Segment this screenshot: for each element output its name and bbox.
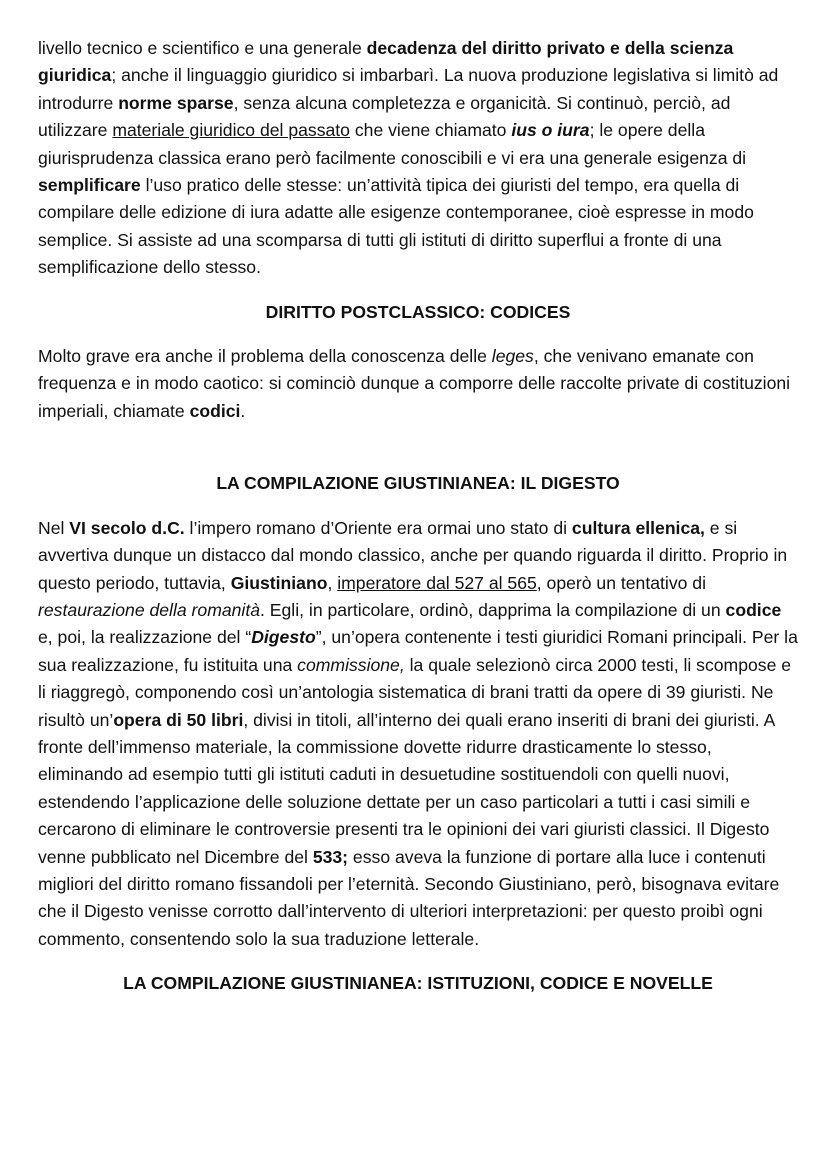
text-run: l’impero romano d’Oriente era ormai uno stato di	[184, 517, 572, 538]
text-run: Nel	[38, 517, 70, 538]
text-run: ,	[327, 572, 338, 593]
italic-text: leges	[491, 346, 534, 367]
text-run: .	[240, 400, 246, 421]
section-heading-codices: DIRITTO POSTCLASSICO: CODICES	[265, 301, 571, 322]
underlined-text: materiale giuridico del passato	[112, 120, 350, 141]
text-run: , operò un tentativo di	[536, 572, 706, 593]
bold-italic-text: ius o iura	[511, 120, 590, 141]
text-run: , divisi in titoli, all’interno dei quali erano inseriti di brani dei giuristi. A fronte dell’immenso materiale, la commissione dovette ridurre drasticamente lo stesso, eliminando ad esempio tutti gli istituti caduti in desuetudine sostituendoli con quelli nuovi, estendendo l’applicazione delle soluzione dettate per un caso particolari a tutti i casi simili e cercarono di eliminare le controversie presenti tra le opinioni dei vari giuristi classici. Il Digesto venne pubblicato nel Dicembre del	[38, 709, 775, 867]
spacer	[38, 326, 798, 343]
spacer	[38, 953, 798, 970]
section-heading-digesto: LA COMPILAZIONE GIUSTINIANEA: IL DIGESTO	[216, 473, 620, 494]
bold-text: 533;	[312, 846, 349, 867]
bold-text: VI secolo d.C.	[69, 517, 185, 538]
bold-text: opera di 50 libri	[113, 709, 244, 730]
text-run: che viene chiamato	[349, 120, 512, 141]
text-run: ; le opere della giurisprudenza classica erano però facilmente conoscibili e vi era una generale esigenza di	[38, 120, 747, 168]
text-run: e, poi, la realizzazione del “	[38, 627, 252, 648]
bold-text: semplificare	[38, 175, 141, 196]
text-run: livello tecnico e scientifico e una generale	[38, 38, 367, 58]
text-run: . Egli, in particolare, ordinò, dapprima la compilazione di un	[260, 599, 726, 620]
bold-text: norme sparse	[118, 92, 234, 113]
bold-text: codice	[725, 599, 782, 620]
italic-text: commissione,	[297, 654, 405, 675]
text-run: la quale selezionò circa 2000 testi, li scompose e li riaggregò, componendo così un’antologia sistematica di brani tratti da opere di 39 giuristi. Ne risultò un’	[38, 654, 792, 730]
text-run: esso aveva la funzione di portare alla luce i contenuti migliori del diritto romano fissandoli per l’eternità. Secondo Giustiniano, però, bisognava evitare che il Digesto venisse corrotto dall’intervento di ulteriori interpretazioni: per questo proibì ogni commento, consentendo solo la sua traduzione letterale.	[38, 846, 780, 949]
text-run: , senza alcuna completezza e organicità. Si continuò, perciò, ad utilizzare	[38, 92, 731, 141]
paragraph-digesto	[38, 515, 798, 954]
bold-text: decadenza del diritto privato e della scienza giuridica	[38, 38, 734, 86]
spacer	[38, 425, 798, 470]
section-heading-istituzioni: LA COMPILAZIONE GIUSTINIANEA: ISTITUZIONI, CODICE E NOVELLE	[123, 973, 713, 994]
bold-text: Giustiniano	[230, 572, 328, 593]
text-run: l’uso pratico delle stesse: un’attività tipica dei giuristi del tempo, era quella di compilare delle edizione di iura adatte alle esigenze contemporanee, cioè espresse in modo semplice. Si assiste ad una scomparsa di tutti gli istituti di diritto superflui a fronte di una semplificazione dello stesso.	[38, 175, 754, 278]
paragraph-codices	[38, 343, 798, 425]
text-run: ”, un’opera contenente i testi giuridici Romani principali. Per la sua realizzazione, fu istituita una	[38, 627, 798, 675]
bold-text: codici	[189, 400, 241, 421]
italic-text: restaurazione della romanità	[38, 599, 261, 620]
text-run: Molto grave era anche il problema della conoscenza delle	[38, 346, 492, 367]
paragraph-iura	[38, 35, 798, 282]
document-page	[38, 35, 798, 998]
text-run: ; anche il linguaggio giuridico si imbarbarì. La nuova produzione legislativa si limitò ad introdurre	[38, 65, 779, 113]
underlined-text: imperatore dal 527 al 565	[337, 572, 537, 593]
spacer	[38, 282, 798, 299]
text-run: e si avvertiva dunque un distacco dal mondo classico, anche per quando riguarda il diritto. Proprio in questo periodo, tuttavia,	[38, 517, 788, 593]
spacer	[38, 498, 798, 515]
bold-text: cultura ellenica,	[571, 517, 705, 538]
bold-italic-text: Digesto	[251, 627, 316, 648]
text-run: , che venivano emanate con frequenza e in modo caotico: si cominciò dunque a comporre delle raccolte private di costituzioni imperiali, chiamate	[38, 346, 791, 421]
